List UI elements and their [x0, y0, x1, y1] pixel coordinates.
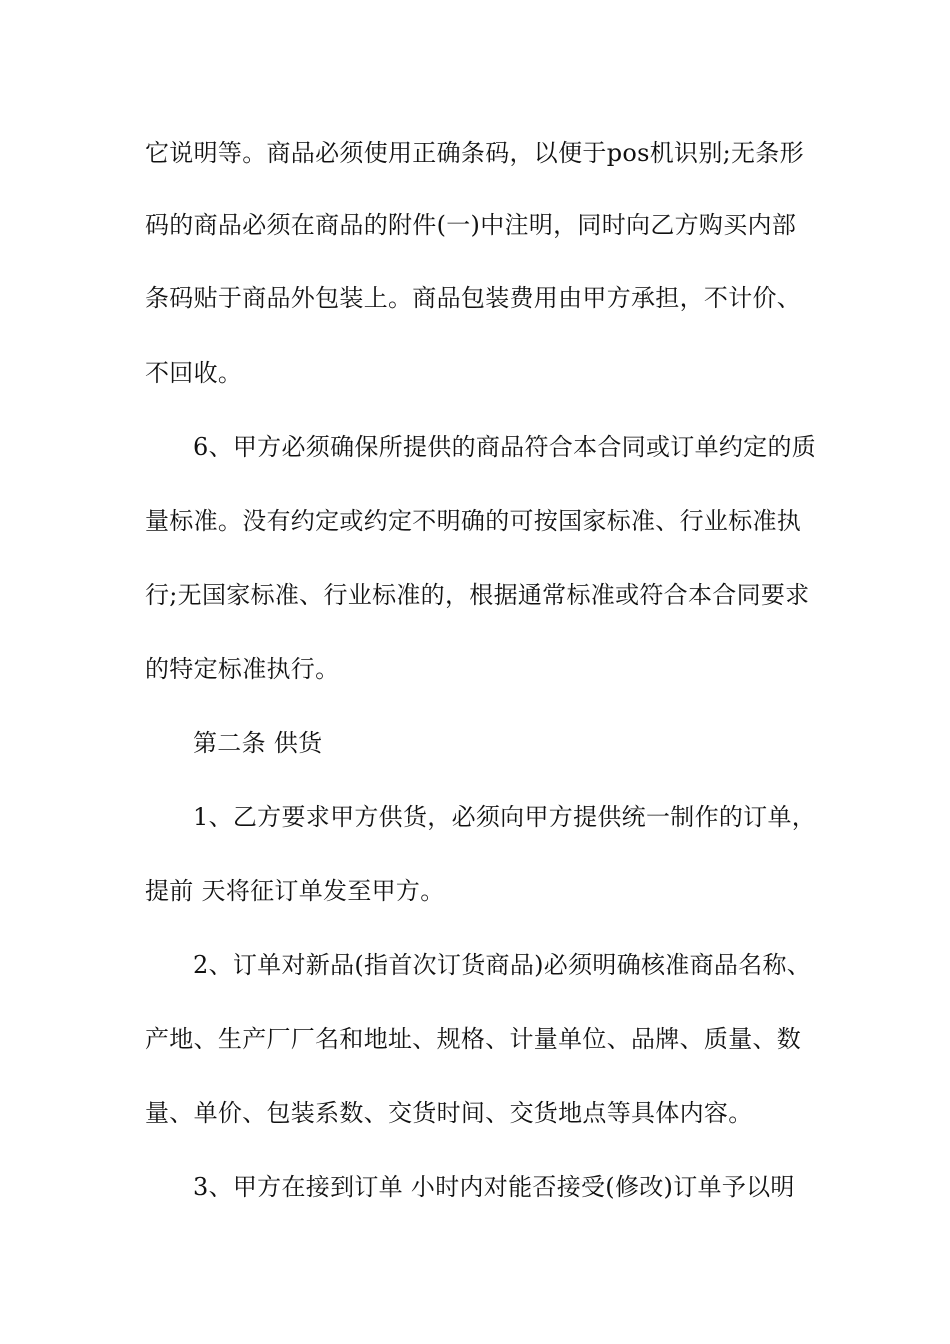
paragraph-line: 条码贴于商品外包装上。商品包装费用由甲方承担，不计价、 — [145, 284, 802, 312]
paragraph-line: 码的商品必须在商品的附件(一)中注明，同时向乙方购买内部 — [145, 211, 797, 239]
section-heading: 第二条 供货 — [193, 729, 323, 757]
paragraph-line: 不回收。 — [145, 359, 243, 387]
paragraph-line: 它说明等。商品必须使用正确条码，以便于pos机识别;无条形 — [145, 139, 804, 167]
paragraph-line: 6、甲方必须确保所提供的商品符合本合同或订单约定的质 — [193, 433, 817, 461]
paragraph-line: 提前 天将征订单发至甲方。 — [145, 877, 445, 905]
paragraph-line: 的特定标准执行。 — [145, 655, 340, 683]
paragraph-line: 行;无国家标准、行业标准的，根据通常标准或符合本合同要求 — [145, 581, 810, 609]
paragraph-line: 2、订单对新品(指首次订货商品)必须明确核准商品名称、 — [193, 951, 812, 979]
paragraph-line: 3、甲方在接到订单 小时内对能否接受(修改)订单予以明 — [193, 1173, 795, 1201]
paragraph-line: 1、乙方要求甲方供货，必须向甲方提供统一制作的订单， — [193, 803, 817, 831]
paragraph-line: 量标准。没有约定或约定不明确的可按国家标准、行业标准执 — [145, 507, 802, 535]
paragraph-line: 产地、生产厂厂名和地址、规格、计量单位、品牌、质量、数 — [145, 1025, 802, 1053]
paragraph-line: 量、单价、包装系数、交货时间、交货地点等具体内容。 — [145, 1099, 753, 1127]
